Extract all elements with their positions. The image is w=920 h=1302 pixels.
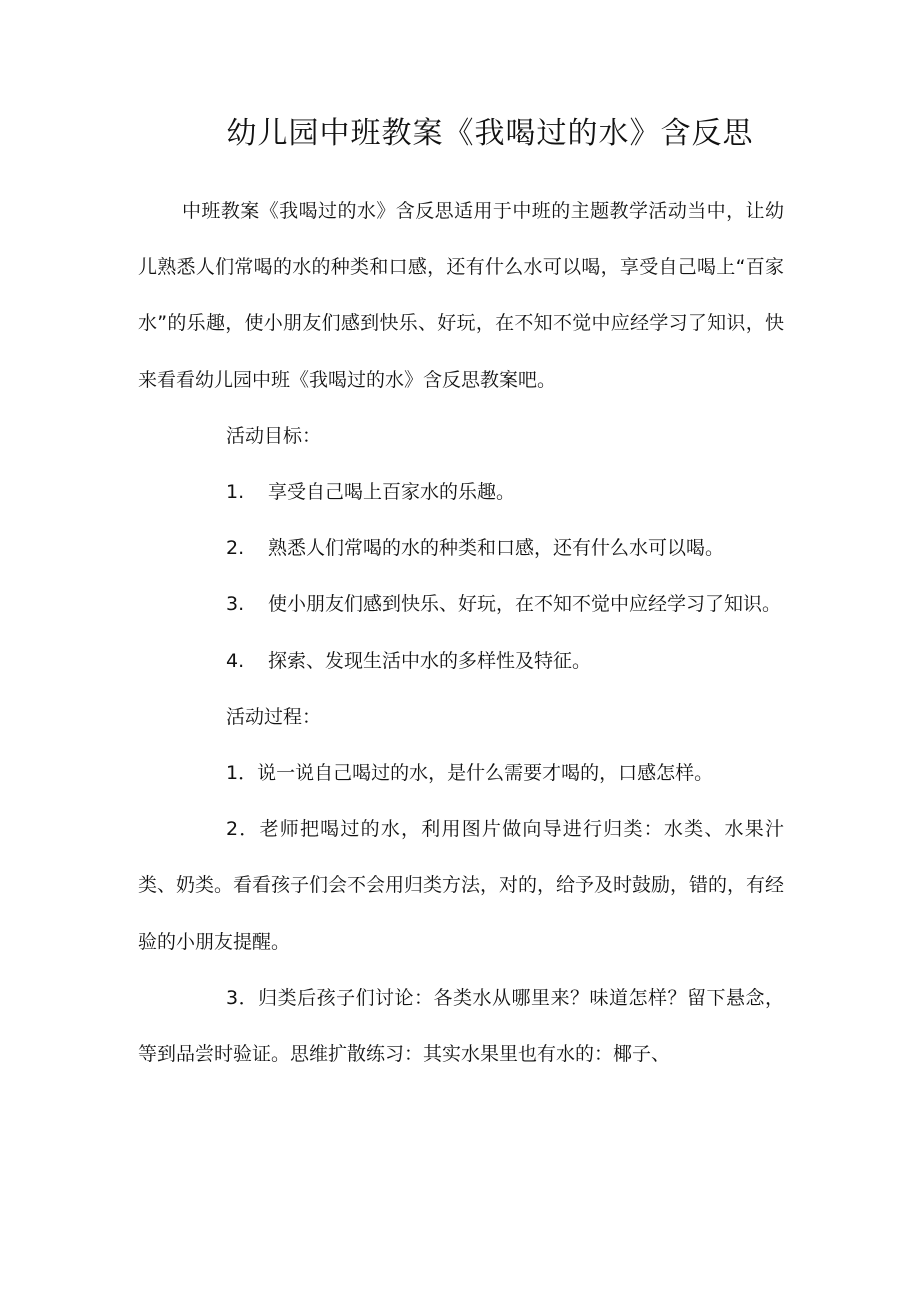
goal-item [138, 464, 784, 520]
goal-number: 3. [226, 593, 245, 616]
goal-item [138, 520, 784, 576]
goal-text: 享受自己喝上百家水的乐趣。 [268, 481, 516, 504]
goals-heading: 活动目标： [226, 424, 322, 447]
process-step: 2．老师把喝过的水，利用图片做向导进行归类：水类、水果汁类、奶类。看看孩子们会不会用归类方法，对的，给予及时鼓励，错的，有经验的小朋友提醒。 [138, 818, 785, 953]
document-body [138, 183, 784, 1082]
goal-item [138, 633, 784, 689]
process-step: 3．归类后孩子们讨论：各类水从哪里来？味道怎样？留下悬念，等到品尝时验证。思维扩散练习：其实水果里也有水的：椰子、 [138, 986, 784, 1066]
goal-number: 4. [226, 649, 245, 672]
goal-number: 2. [226, 537, 245, 560]
process-heading: 活动过程： [226, 705, 322, 728]
document-title: 幼儿园中班教案《我喝过的水》含反思 [226, 116, 754, 151]
intro-paragraph: 中班教案《我喝过的水》含反思适用于中班的主题教学活动当中，让幼儿熟悉人们常喝的水的种类和口感，还有什么水可以喝，享受自己喝上“百家水”的乐趣，使小朋友们感到快乐、好玩，在不知不觉中应经学习了知识，快来看看幼儿园中班《我喝过的水》含反思教案吧。 [138, 200, 784, 391]
goal-item [138, 576, 784, 632]
goal-text: 探索、发现生活中水的多样性及特征。 [268, 649, 592, 672]
process-step: 1．说一说自己喝过的水，是什么需要才喝的，口感怎样。 [226, 762, 714, 785]
goal-text: 使小朋友们感到快乐、好玩，在不知不觉中应经学习了知识。 [268, 593, 782, 616]
goal-number: 1. [226, 481, 245, 504]
goal-text: 熟悉人们常喝的水的种类和口感，还有什么水可以喝。 [268, 537, 725, 560]
